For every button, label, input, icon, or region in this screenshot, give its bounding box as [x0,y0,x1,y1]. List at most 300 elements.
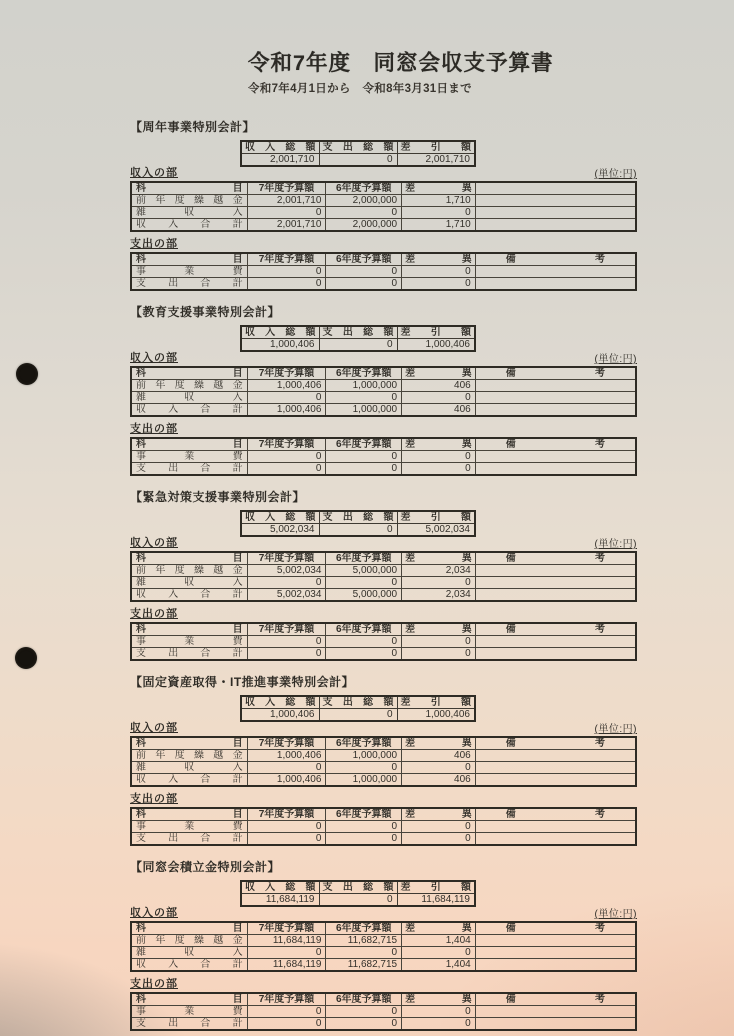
expense-header-row [131,438,636,451]
note-value [475,821,636,833]
note-value [475,380,636,392]
col-header-difference: 差異 [402,808,476,821]
summary-header-expense-total: 支出総額 [319,881,397,894]
income-part-label: 収入の部 [130,352,178,364]
expense-header-row [131,253,636,266]
expense-part-label: 支出の部 [130,793,178,805]
income-part-label: 収入の部 [130,537,178,549]
col-header-note [475,182,636,195]
summary-income-total-value: 11,684,119 [241,894,319,907]
summary-income-total-value: 1,000,406 [241,709,319,722]
y7-value: 2,001,710 [247,195,326,207]
note-value [475,463,636,476]
col-header-subject: 科目 [131,737,247,750]
y6-value: 11,682,715 [326,959,402,972]
income-part-header [130,352,637,365]
income-header-row [131,922,636,935]
summary-income-total-value: 1,000,406 [241,339,319,352]
diff-value: 2,034 [402,565,476,577]
summary-header-row [241,696,475,709]
expense-part-label: 支出の部 [130,978,178,990]
summary-balance-value: 1,000,406 [397,339,475,352]
summary-header-balance: 差引額 [397,881,475,894]
y7-value: 0 [247,1018,326,1031]
section-title: 【同窓会積立金特別会計】 [130,860,281,874]
expense-part-header [130,978,637,991]
row-label: 事業費 [131,451,247,463]
note-value [475,577,636,589]
income-row-misc [131,577,636,589]
income-part-label: 収入の部 [130,167,178,179]
row-label: 事業費 [131,636,247,648]
y6-value: 0 [326,821,402,833]
y7-value: 0 [247,577,326,589]
summary-table [240,140,476,167]
page-subtitle: 令和7年4月1日から 令和8年3月31日まで [248,83,472,95]
summary-header-row [241,141,475,154]
col-header-y7-budget: 7年度予算額 [247,552,326,565]
expense-row-total [131,278,636,291]
row-label: 支出合計 [131,648,247,661]
summary-value-row [241,339,475,352]
col-header-y6-budget: 6年度予算額 [326,367,402,380]
col-header-subject: 科目 [131,623,247,636]
row-label: 支出合計 [131,463,247,476]
note-value [475,959,636,972]
summary-header-row [241,326,475,339]
note-value [475,589,636,602]
diff-value: 0 [402,636,476,648]
col-header-y6-budget: 6年度予算額 [326,182,402,195]
y7-value: 0 [247,207,326,219]
expense-table [130,992,637,1031]
row-label: 収入合計 [131,404,247,417]
expense-part-label: 支出の部 [130,423,178,435]
summary-header-expense-total: 支出総額 [319,696,397,709]
account-section [130,858,637,1031]
expense-row-project [131,1006,636,1018]
y6-value: 0 [326,636,402,648]
col-header-difference: 差異 [402,367,476,380]
col-header-y6-budget: 6年度予算額 [326,623,402,636]
col-header-note: 備考 [475,552,636,565]
expense-row-project [131,266,636,278]
hole-punch-top [16,363,38,385]
y6-value: 5,000,000 [326,589,402,602]
col-header-y7-budget: 7年度予算額 [247,737,326,750]
expense-part-label: 支出の部 [130,608,178,620]
note-value [475,636,636,648]
col-header-difference: 差異 [402,623,476,636]
y7-value: 0 [247,463,326,476]
diff-value: 0 [402,648,476,661]
note-value [475,833,636,846]
account-section [130,673,637,846]
diff-value: 0 [402,451,476,463]
col-header-y6-budget: 6年度予算額 [326,438,402,451]
expense-header-row [131,993,636,1006]
income-row-total [131,404,636,417]
income-part-header [130,722,637,735]
diff-value: 1,404 [402,959,476,972]
row-label: 収入合計 [131,959,247,972]
income-table [130,921,637,972]
income-header-row [131,367,636,380]
expense-row-total [131,648,636,661]
col-header-difference: 差異 [402,922,476,935]
col-header-difference: 差異 [402,438,476,451]
expense-table [130,252,637,291]
summary-expense-total-value: 0 [319,154,397,167]
summary-header-row [241,511,475,524]
col-header-y7-budget: 7年度予算額 [247,922,326,935]
expense-row-total [131,833,636,846]
expense-table [130,437,637,476]
note-value [475,935,636,947]
summary-table [240,325,476,352]
document-header [248,0,734,96]
summary-header-balance: 差引額 [397,696,475,709]
row-label: 支出合計 [131,278,247,291]
diff-value: 2,034 [402,589,476,602]
row-label: 雑収入 [131,577,247,589]
expense-part-header [130,423,637,436]
row-label: 支出合計 [131,833,247,846]
y7-value: 0 [247,392,326,404]
y7-value: 11,684,119 [247,959,326,972]
col-header-note: 備考 [475,623,636,636]
col-header-y7-budget: 7年度予算額 [247,993,326,1006]
income-header-row [131,552,636,565]
income-row-carryover [131,750,636,762]
col-header-y7-budget: 7年度予算額 [247,253,326,266]
diff-value: 406 [402,404,476,417]
diff-value: 0 [402,947,476,959]
income-row-misc [131,392,636,404]
expense-part-label: 支出の部 [130,238,178,250]
note-value [475,1018,636,1031]
y7-value: 0 [247,821,326,833]
expense-row-project [131,636,636,648]
note-value [475,774,636,787]
note-value [475,207,636,219]
summary-header-balance: 差引額 [397,326,475,339]
income-part-header [130,167,637,180]
y7-value: 2,001,710 [247,219,326,232]
y6-value: 0 [326,577,402,589]
expense-table [130,622,637,661]
diff-value: 1,404 [402,935,476,947]
y7-value: 5,002,034 [247,565,326,577]
income-table [130,181,637,232]
y6-value: 11,682,715 [326,935,402,947]
diff-value: 0 [402,762,476,774]
note-value [475,392,636,404]
y6-value: 1,000,000 [326,750,402,762]
note-value [475,1006,636,1018]
y7-value: 0 [247,648,326,661]
income-part-header [130,537,637,550]
row-label: 前年度繰越金 [131,750,247,762]
section-title: 【固定資産取得・IT推進事業特別会計】 [130,675,355,689]
note-value [475,762,636,774]
row-label: 雑収入 [131,947,247,959]
diff-value: 0 [402,278,476,291]
y7-value: 0 [247,833,326,846]
y6-value: 0 [326,1018,402,1031]
income-table [130,736,637,787]
y7-value: 5,002,034 [247,589,326,602]
col-header-y7-budget: 7年度予算額 [247,182,326,195]
y6-value: 1,000,000 [326,380,402,392]
y7-value: 0 [247,451,326,463]
row-label: 前年度繰越金 [131,195,247,207]
income-row-misc [131,947,636,959]
summary-header-expense-total: 支出総額 [319,326,397,339]
diff-value: 0 [402,1018,476,1031]
summary-header-income-total: 収入総額 [241,881,319,894]
expense-header-row [131,623,636,636]
summary-header-balance: 差引額 [397,511,475,524]
summary-expense-total-value: 0 [319,339,397,352]
y7-value: 0 [247,278,326,291]
income-part-header [130,907,637,920]
summary-header-expense-total: 支出総額 [319,511,397,524]
summary-balance-value: 11,684,119 [397,894,475,907]
account-section [130,488,637,661]
diff-value: 0 [402,1006,476,1018]
summary-header-expense-total: 支出総額 [319,141,397,154]
col-header-y7-budget: 7年度予算額 [247,438,326,451]
note-value [475,219,636,232]
col-header-y6-budget: 6年度予算額 [326,993,402,1006]
y7-value: 0 [247,636,326,648]
summary-header-income-total: 収入総額 [241,696,319,709]
y6-value: 5,000,000 [326,565,402,577]
unit-label: (単位:円) [594,354,637,365]
diff-value: 406 [402,774,476,787]
row-label: 事業費 [131,266,247,278]
page-title: 令和7年度 同窓会収支予算書 [248,51,554,75]
expense-table [130,807,637,846]
y7-value: 0 [247,266,326,278]
y6-value: 0 [326,648,402,661]
note-value [475,451,636,463]
col-header-y6-budget: 6年度予算額 [326,253,402,266]
row-label: 前年度繰越金 [131,935,247,947]
diff-value: 406 [402,380,476,392]
unit-label: (単位:円) [594,724,637,735]
summary-balance-value: 5,002,034 [397,524,475,537]
expense-row-total [131,463,636,476]
y7-value: 0 [247,1006,326,1018]
summary-expense-total-value: 0 [319,524,397,537]
note-value [475,565,636,577]
y6-value: 2,000,000 [326,195,402,207]
note-value [475,404,636,417]
note-value [475,195,636,207]
income-row-total [131,774,636,787]
account-section [130,303,637,476]
income-row-total [131,959,636,972]
row-label: 支出合計 [131,1018,247,1031]
y6-value: 0 [326,451,402,463]
summary-expense-total-value: 0 [319,709,397,722]
section-title: 【周年事業特別会計】 [130,120,256,134]
note-value [475,278,636,291]
income-row-total [131,589,636,602]
summary-header-income-total: 収入総額 [241,141,319,154]
col-header-subject: 科目 [131,182,247,195]
col-header-y7-budget: 7年度予算額 [247,808,326,821]
income-row-misc [131,207,636,219]
col-header-y7-budget: 7年度予算額 [247,623,326,636]
row-label: 雑収入 [131,762,247,774]
row-label: 雑収入 [131,392,247,404]
unit-label: (単位:円) [594,169,637,180]
y6-value: 0 [326,266,402,278]
col-header-difference: 差異 [402,552,476,565]
diff-value: 1,710 [402,195,476,207]
expense-part-header [130,238,637,251]
summary-table [240,510,476,537]
row-label: 収入合計 [131,774,247,787]
col-header-difference: 差異 [402,737,476,750]
y6-value: 0 [326,762,402,774]
income-row-carryover [131,195,636,207]
income-part-label: 収入の部 [130,907,178,919]
y7-value: 1,000,406 [247,750,326,762]
note-value [475,947,636,959]
summary-balance-value: 2,001,710 [397,154,475,167]
summary-header-income-total: 収入総額 [241,511,319,524]
unit-label: (単位:円) [594,909,637,920]
income-row-carryover [131,380,636,392]
summary-income-total-value: 5,002,034 [241,524,319,537]
section-title: 【緊急対策支援事業特別会計】 [130,490,306,504]
diff-value: 0 [402,833,476,846]
summary-table [240,880,476,907]
diff-value: 0 [402,207,476,219]
col-header-subject: 科目 [131,253,247,266]
col-header-note: 備考 [475,993,636,1006]
y7-value: 1,000,406 [247,380,326,392]
summary-balance-value: 1,000,406 [397,709,475,722]
income-header-row [131,737,636,750]
y6-value: 0 [326,1006,402,1018]
col-header-note: 備考 [475,737,636,750]
diff-value: 0 [402,577,476,589]
col-header-subject: 科目 [131,438,247,451]
income-header-row [131,182,636,195]
section-title: 【教育支援事業特別会計】 [130,305,281,319]
col-header-y6-budget: 6年度予算額 [326,737,402,750]
summary-income-total-value: 2,001,710 [241,154,319,167]
income-table [130,551,637,602]
col-header-note: 備考 [475,808,636,821]
col-header-y6-budget: 6年度予算額 [326,922,402,935]
unit-label: (単位:円) [594,539,637,550]
account-section [130,118,637,291]
expense-header-row [131,808,636,821]
col-header-subject: 科目 [131,552,247,565]
expense-part-header [130,608,637,621]
col-header-note: 備考 [475,253,636,266]
note-value [475,266,636,278]
col-header-y6-budget: 6年度予算額 [326,552,402,565]
y6-value: 2,000,000 [326,219,402,232]
row-label: 収入合計 [131,219,247,232]
diff-value: 1,710 [402,219,476,232]
y6-value: 0 [326,207,402,219]
expense-row-total [131,1018,636,1031]
hole-punch-bottom [15,647,37,669]
account-sections [130,118,637,1031]
summary-table [240,695,476,722]
col-header-difference: 差異 [402,182,476,195]
row-label: 前年度繰越金 [131,565,247,577]
col-header-subject: 科目 [131,993,247,1006]
diff-value: 0 [402,392,476,404]
row-label: 前年度繰越金 [131,380,247,392]
expense-row-project [131,821,636,833]
y6-value: 0 [326,278,402,291]
summary-header-income-total: 収入総額 [241,326,319,339]
y7-value: 1,000,406 [247,774,326,787]
summary-header-balance: 差引額 [397,141,475,154]
row-label: 収入合計 [131,589,247,602]
summary-value-row [241,709,475,722]
summary-header-row [241,881,475,894]
y6-value: 1,000,000 [326,774,402,787]
income-row-carryover [131,935,636,947]
income-row-misc [131,762,636,774]
y7-value: 0 [247,762,326,774]
income-row-carryover [131,565,636,577]
note-value [475,648,636,661]
note-value [475,750,636,762]
diff-value: 0 [402,463,476,476]
y6-value: 0 [326,833,402,846]
y7-value: 0 [247,947,326,959]
col-header-difference: 差異 [402,253,476,266]
y6-value: 0 [326,463,402,476]
row-label: 雑収入 [131,207,247,219]
y6-value: 0 [326,392,402,404]
income-row-total [131,219,636,232]
expense-row-project [131,451,636,463]
y7-value: 11,684,119 [247,935,326,947]
col-header-y6-budget: 6年度予算額 [326,808,402,821]
col-header-difference: 差異 [402,993,476,1006]
y6-value: 0 [326,947,402,959]
income-table [130,366,637,417]
col-header-subject: 科目 [131,367,247,380]
y6-value: 1,000,000 [326,404,402,417]
summary-value-row [241,154,475,167]
row-label: 事業費 [131,821,247,833]
income-part-label: 収入の部 [130,722,178,734]
diff-value: 406 [402,750,476,762]
summary-value-row [241,894,475,907]
col-header-y7-budget: 7年度予算額 [247,367,326,380]
diff-value: 0 [402,266,476,278]
summary-value-row [241,524,475,537]
summary-expense-total-value: 0 [319,894,397,907]
expense-part-header [130,793,637,806]
col-header-subject: 科目 [131,922,247,935]
y7-value: 1,000,406 [247,404,326,417]
